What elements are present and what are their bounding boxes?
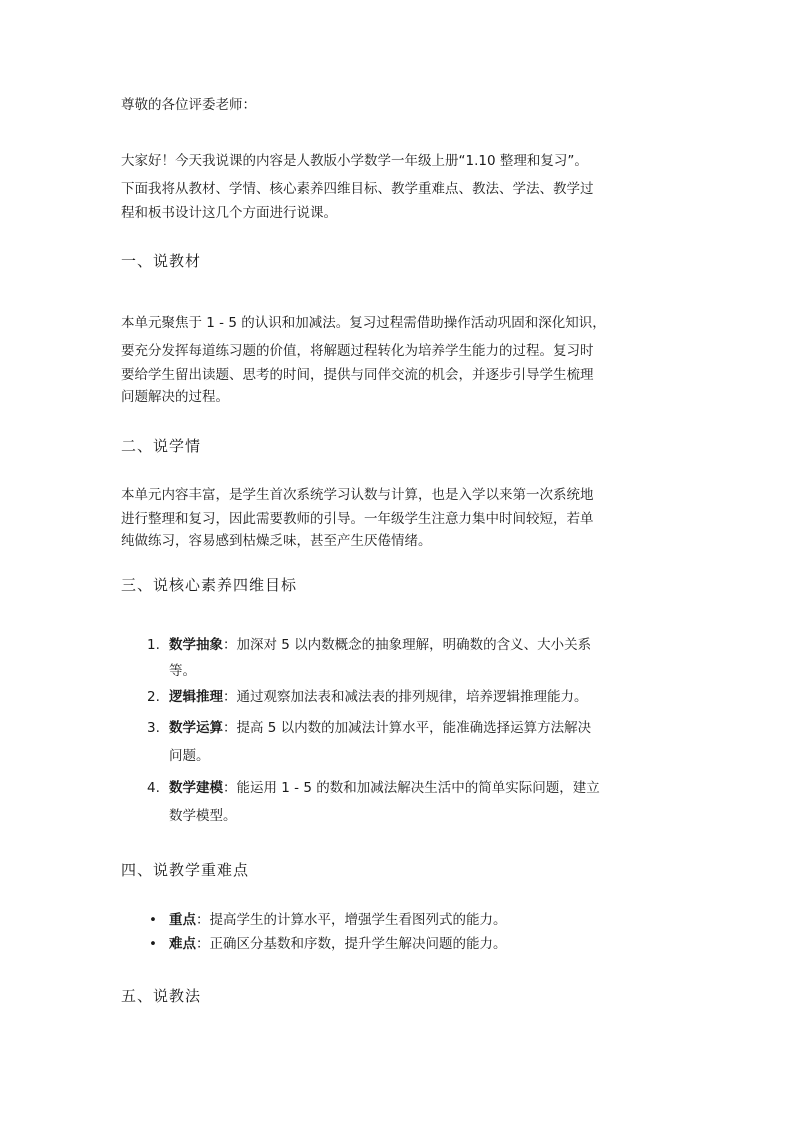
key-term: 难点 xyxy=(169,936,196,952)
bullet-icon: • xyxy=(149,912,157,928)
section-heading-key-points: 四、说教学重难点 xyxy=(121,861,250,879)
bullet-icon: • xyxy=(149,936,157,952)
goal-term: 数学抽象 xyxy=(169,637,223,653)
key-term: 重点 xyxy=(169,912,196,928)
students-line-1: 本单元内容丰富，是学生首次系统学习认数与计算，也是入学以来第一次系统地 xyxy=(121,487,594,503)
textbook-line-3: 要给学生留出读题、思考的时间，提供与同伴交流的机会，并逐步引导学生梳理 xyxy=(121,367,594,383)
goals-list xyxy=(147,632,687,830)
list-item: • 重点：提高学生的计算水平，增强学生看图列式的能力。 xyxy=(147,908,687,932)
textbook-line-4: 问题解决的过程。 xyxy=(121,389,229,405)
textbook-line-1: 本单元聚焦于 1 - 5 的认识和加减法。复习过程需借助操作活动巩固和深化知识， xyxy=(121,315,606,331)
goal-term: 逻辑推理 xyxy=(169,689,223,705)
section-heading-students: 二、说学情 xyxy=(121,437,202,455)
intro-line-2: 下面我将从教材、学情、核心素养四维目标、教学重难点、教法、学法、教学过 xyxy=(121,181,594,197)
goal-term: 数学建模 xyxy=(169,780,223,796)
goal-term: 数学运算 xyxy=(169,720,223,736)
list-item: 4. 数学建模：能运用 1 - 5 的数和加减法解决生活中的简单实际问题，建立 数学模型。 xyxy=(147,780,600,824)
section-heading-methods: 五、说教法 xyxy=(121,987,202,1005)
textbook-line-2: 要充分发挥每道练习题的价值，将解题过程转化为培养学生能力的过程。复习时 xyxy=(121,343,594,359)
students-line-3: 纯做练习，容易感到枯燥乏味，甚至产生厌倦情绪。 xyxy=(121,533,432,549)
intro-line-3: 程和板书设计这几个方面进行说课。 xyxy=(121,205,337,221)
section-heading-goals: 三、说核心素养四维目标 xyxy=(121,576,298,594)
intro-line-1: 大家好！今天我说课的内容是人教版小学数学一年级上册“1.10 整理和复习”。 xyxy=(121,153,588,169)
list-item: 1. 数学抽象：加深对 5 以内数概念的抽象理解，明确数的含义、大小关系 等。 xyxy=(147,637,592,679)
list-item: 3. 数学运算：提高 5 以内数的加减法计算水平，能准确选择运算方法解决 问题。 xyxy=(147,720,592,764)
list-item: 2. 逻辑推理：通过观察加法表和减法表的排列规律，培养逻辑推理能力。 xyxy=(147,689,588,705)
students-line-2: 进行整理和复习，因此需要教师的引导。一年级学生注意力集中时间较短，若单 xyxy=(121,511,594,527)
section-heading-textbook: 一、说教材 xyxy=(121,252,202,270)
greeting: 尊敬的各位评委老师： xyxy=(121,97,256,113)
list-item: • 难点：正确区分基数和序数，提升学生解决问题的能力。 xyxy=(147,932,687,956)
key-points-list xyxy=(147,908,687,956)
